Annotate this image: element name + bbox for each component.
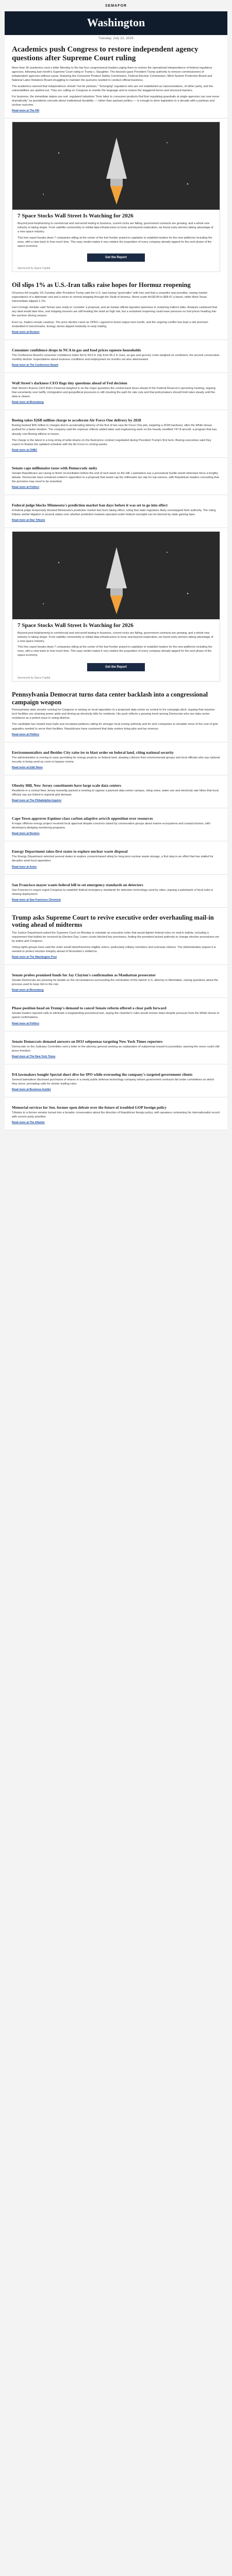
story-paragraph: Boeing booked $26 million in charges tied to accelerating delivery of the first of two new Air Force One jets, targeting a 2028 handover, after the White House pushed for a faster timeline. The company said the expense reflects added labor and engineering work on the heavily modified 747-8 aircraft, a program that has already cost Boeing billions in losses. (12, 424, 217, 436)
story-paragraph: Senate Democrats are pressing for details on the circumstances surrounding the nomination of the interim U.S. attorney in Manhattan, raising questions about the process used to keep him in the role. (12, 979, 219, 987)
ad-sponsor-label: Sponsored by Space Capital (18, 267, 51, 270)
story-section (5, 775, 227, 808)
read-more-link[interactable]: Read more at San Francisco Chronicle (12, 898, 61, 902)
story-subheadline: Cape Town approves Equinor-class carbon adaptive arts/cb opposition over resources (12, 816, 153, 821)
read-more-link[interactable]: Read more at Bloomberg (12, 989, 44, 992)
newsletter-card (5, 11, 227, 1130)
story-paragraph: A federal judge temporarily blocked Minnesota's prediction market ban from taking effect, ruling that state regulators likely overstepped their authority. The ruling follows similar litigation in several states over whether prediction markets operated under federal oversight can be banned by state gaming laws. (12, 509, 216, 517)
story-subheadline: Wall Street's darkness CEO flags tiny questions ahead of Fed decision (12, 380, 127, 385)
story-section (5, 458, 227, 495)
read-more-link[interactable]: Read more at The New York Times (12, 1055, 56, 1058)
story-paragraph: Wall Street's finance CEO Bob's Financial weighed in on the major questions the central bank faces ahead of the Federal Reserve's upcoming meeting, arguing that uncertainty over tariffs, immigration and geopolitical pressures is still clouding the path for rate cuts and that policymakers should hold rates steady until the data is clearer. (12, 386, 216, 399)
story-paragraph: The charge is the latest in a long string of write-downs on the fixed-price contract negotiated during President Trump's first term. Boeing executives said they expect to finalize the updated schedule with the Air Force in coming weeks. (12, 438, 211, 446)
ad-paragraph: This free report breaks down 7 companies sitting at the center of the fuel frontier poised to capitalize to establish leaders for the new platforms including the ones, with a view back to how much time. This easy model makes it very relative the acquisition of every company already tapped for the next phase of the space economy. (18, 646, 212, 657)
story-subheadline: Memorial services for Sen. former open debate over the future of troubled GOP foreign policy (12, 1105, 167, 1110)
read-more-link[interactable]: Read more at The Conference Board (12, 363, 58, 367)
story-headline: Trump asks Supreme Court to revive executive order overhauling mail-in voting ahead of midterms (12, 913, 214, 929)
story-subheadline: Environmentalists and Besides City raise ire to blast order on federal land, citing national security (12, 750, 174, 755)
story-subheadline: Senate Democrats demand answers on DOJ subpoenas targeting New York Times reporters (12, 1039, 163, 1044)
story-paragraph: Voting rights groups have said the order would disenfranchise eligible voters, particularly military members and overseas citizens. The administration argues it is needed to protect election integrity ahead of November's midterms. (12, 945, 216, 953)
read-more-link[interactable]: Read more at The Hill (12, 109, 40, 113)
read-more-link[interactable]: Read more at Politico (12, 486, 40, 489)
story-section (5, 685, 227, 742)
story-paragraph: The Justice Department asked the Supreme Court on Monday to reinstate an executive order that would tighten federal rules on mail-in ballots, including a requirement that ballots be received by Election Day. Lower courts blocked key provisions, finding the president lacked authority to change election procedures set by states and Congress. (12, 931, 219, 943)
ad-paragraph: Beyond post-biopharming to commercial and real-world testing in business, current rocks are falling, government contracts are growing, and a whole new industry is taking shape. From satellite connectivity to orbital data infrastructure to lunar and beyond exploration, we found early winners taking advantage of a new space industry. (18, 631, 213, 643)
story-paragraph: Democrats on the Judiciary Committee sent a letter to the attorney general seeking an explanation of subpoenas issued to journalists, warning the move could chill press freedom. (12, 1045, 220, 1053)
story-subheadline: Senate probes promised funds for Jay Clayton's confirmation as Manhattan prosecutor (12, 973, 156, 978)
ad-paragraph: This free report breaks down 7 companies sitting at the center of the fuel frontier poised to capitalize to establish leaders for the new platforms including the ones, with a view back to how much time. This easy model makes it very relative the acquisition of every company already tapped for the next phase of the space economy. (18, 236, 212, 248)
story-section (5, 998, 227, 1031)
read-more-link[interactable]: Read more at Business Insider (12, 1088, 51, 1091)
read-more-link[interactable]: Read more at The Philadelphia Inquirer (12, 799, 62, 803)
story-section (5, 1097, 227, 1130)
read-more-link[interactable]: Read more at Politico (12, 733, 40, 736)
story-headline: Oil slips 1% as U.S.-Iran talks raise hopes for Hormuz reopening (12, 281, 191, 289)
read-more-link[interactable]: Read more at CNBC (12, 448, 38, 452)
story-subheadline: San Francisco mayor wants federal bill to set emergency standards on detectors (12, 882, 143, 887)
story-section (5, 340, 227, 373)
story-paragraph: Senate Republicans are racing to finish reconciliation before the end of next week on the Hill. Lawmakers say a procedural hurdle would otherwise force a lengthy debate. Democrats have remained united in opposition to a proposal that would cap the millionaire tax rate for top earners, with Republican leaders conceding that the provision may need to be reworked. (12, 471, 219, 484)
story-section (5, 495, 227, 528)
story-subheadline: Federal judge blocks Minnesota's prediction market ban days before it was set to go into effect (12, 503, 168, 508)
story-paragraph: Senate leaders rejected calls to eliminate a longstanding procedural tool, saying the chamber's rules would remain intact despite pressure from the White House to speed confirmations. (12, 1012, 220, 1020)
story-section (5, 875, 227, 908)
story-paragraph: Tributes to a former senator turned into a broader conversation about the direction of Republican foreign policy, with speakers contrasting his internationalist record with current party priorities. (12, 1111, 220, 1119)
story-paragraph: Several lawmakers disclosed purchases of shares in a newly public defense technology company whose government contracts fall under committees on which they serve, prompting calls for stricter trading rules. (12, 1078, 214, 1086)
rocket-illustration (12, 532, 220, 619)
read-more-link[interactable]: Read more at Reuters (12, 330, 40, 334)
story-section (5, 373, 227, 410)
story-paragraph: For business, the immediate stakes are real: regulated industries "from labor to consumer products find that regulating guardrails at single agencies can now move dramatically" as presidents concede about institutional durability — rather than partisan politics — is enough to drive legislation to a decade with a partisan and unclear outcome. (12, 95, 220, 107)
story-section (5, 742, 227, 775)
story-section (5, 808, 227, 841)
ad-image[interactable] (12, 122, 220, 210)
read-more-link[interactable]: Read more at Politico (12, 1022, 40, 1025)
get-report-button[interactable]: Get the Report (87, 253, 145, 262)
story-section (5, 41, 227, 118)
story-paragraph: The Energy Department selected several states to explore consent-based siting for long-term nuclear waste storage, a first step in an effort that has stalled for decades amid local opposition. (12, 855, 213, 863)
story-headline: Academics push Congress to restore independent agency questions after Supreme Court ruling (12, 45, 198, 63)
story-paragraph: The administration is moving to ease permitting for energy projects on federal land, drawing criticism from environmental groups and local officials who say national security is being used as cover to bypass review. (12, 756, 220, 764)
dateline: Tuesday, July 22, 2025 (98, 37, 134, 40)
story-subheadline: Obesity Hill, New Jersey constituents have large scale data centers (12, 783, 122, 788)
story-subheadline: Energy Department takes first states to explore nuclear waste disposal (12, 849, 128, 854)
sponsored-ad (12, 531, 220, 682)
brand-bar (0, 0, 232, 11)
ad-paragraph: Beyond post-biopharming to commercial and real-world testing in business, current rocks are falling, government contracts are growing, and a whole new industry is taking shape. From satellite connectivity to orbital data infrastructure to lunar and beyond exploration, we found early winners taking advantage of a new space industry. (18, 222, 213, 233)
read-more-link[interactable]: Read more at Bloomberg (12, 401, 44, 404)
rocket-illustration (12, 122, 220, 210)
story-paragraph: The academics warned that independence should "not be partisan." "Emerging" regulators who are not established as representatives, of either party, and the vulnerabilities are spelled out. They are calling on Congress to rewrite the language and to restore the staggered terms and structural barriers. (12, 84, 213, 93)
sponsored-ad (12, 122, 220, 272)
story-section (5, 841, 227, 874)
story-paragraph: The candidate has hosted town halls and circulated petitions calling for stronger local zoning authority and for tech companies to shoulder more of the cost of grid upgrades needed to serve their facilities. Republicans have countered that data centers bring jobs and tax revenue. (12, 723, 218, 731)
story-paragraph: Residents in a central New Jersey township packed a meeting to oppose a planned data center campus, citing noise, water use and electricity rate hikes that local officials say are linked to regional grid demand. (12, 789, 219, 796)
story-subheadline: Boeing takes $26B million charge to accelerate Air Force One delivery by 2028 (12, 418, 141, 423)
masthead: Washington (5, 11, 227, 35)
read-more-link[interactable]: Read more at Star Tribune (12, 519, 45, 522)
read-more-link[interactable]: Read more at Axios (12, 865, 37, 869)
ad-sponsor-label: Sponsored by Space Capital (18, 676, 51, 680)
story-paragraph: San Francisco's mayor urged Congress to establish federal emergency standards for detection technology used by cities, arguing a patchwork of local rules is slowing deployment. (12, 888, 213, 896)
read-more-link[interactable]: Read more at E&E News (12, 766, 43, 769)
story-headline: Pennsylvania Democrat turns data center backlash into a congressional campaign weapon (12, 691, 208, 706)
story-paragraph: Oil prices fell roughly 1% Tuesday after President Trump said the U.S. was having "good talks" with Iran and that a ceasefire was possible, raising market expectations of a diplomatic exit and a return to normal shipping through the Strait of Hormuz. Brent crude fell $0.84 to $68.47 a barrel, while West Texas Intermediate slipped 1.1%. (12, 291, 207, 303)
story-subheadline: Senate caps millionaire taxes with Democratic unity (12, 465, 97, 470)
read-more-link[interactable]: Read more at The Washington Post (12, 956, 57, 959)
ad-headline[interactable]: 7 Space Stocks Wall Street Is Watching for 2026 (18, 213, 134, 219)
get-report-button[interactable]: Get the Report (87, 663, 145, 671)
ad-headline[interactable]: 7 Space Stocks Wall Street Is Watching for 2026 (18, 622, 134, 629)
read-more-link[interactable]: Read more at Reuters (12, 832, 40, 836)
story-section (5, 275, 227, 340)
story-section (5, 908, 227, 965)
story-paragraph: Iran's foreign minister said Tehran was ready to 'consider' a proposal, and an Iranian official signaled openness to restarting indirect talks. Analysts cautioned that any deal would take time, and shipping insurers are still treating the strait as high risk, but a sustained reopening could ease pressure on fuel prices heading into the summer driving season. (12, 306, 218, 318)
read-more-link[interactable]: Read more at The Atlantic (12, 1121, 45, 1125)
story-section (5, 1031, 227, 1064)
story-paragraph: Pennsylvania state senator running for Congress is seizing on local opposition to a proposed data center as central to his campaign pitch, arguing that massive tech facilities are straining power grids and driving up electricity bills for residents. His push reflects a growing trend among Democrats who see data center resistance as a potent issue in swing districts. (12, 708, 215, 720)
story-subheadline: Consumer confidence drops in NCA in gas and food prices squeeze households (12, 347, 141, 352)
story-section (5, 410, 227, 458)
story-section (5, 1064, 227, 1097)
story-paragraph: The Conference Board's consumer confidence index fell to 93.0 in July from 95.2 in June, as gas and grocery costs weighed on sentiment, the second consecutive monthly decline. Expectations about business conditions and employment six months out also deteriorated. (12, 353, 220, 361)
story-paragraph: More than 30 academics sent a letter Monday to the top four congressional leaders urging them to restore the operational independence of federal regulatory agencies, following last month's Supreme Court ruling in Trump v. Slaughter. The decision gave President Trump authority to remove commissioners of independent agencies without cause, featuring the Consumer Product Safety Commission, Federal Election Commission, Merit System Protection Board and National Labor Relations Board struggling to maintain the quorums needed to conduct official business. (12, 66, 212, 82)
story-section (5, 965, 227, 998)
story-paragraph: A major offshore energy project received local approval despite concerns raised by conservation groups about marine ecosystems and coastal tourism, with developers pledging monitoring programs. (12, 822, 210, 830)
ad-image[interactable] (12, 532, 220, 619)
brand-logo: SEMAFOR (105, 4, 127, 8)
story-paragraph: Even so, traders remain cautious. The price decline came as OPEC+ agreed to boost output next month, and the ongoing conflict has kept a risk premium embedded in benchmarks. Energy stocks dipped modestly in early trading. (12, 320, 208, 328)
story-subheadline: Phase position head on Trump's demand to cancel Senate reform offered a clear path forward (12, 1006, 167, 1011)
story-subheadline: DA lawmakers bought Special short dive for IPO while overseeing the company's targeted government clients (12, 1072, 193, 1077)
